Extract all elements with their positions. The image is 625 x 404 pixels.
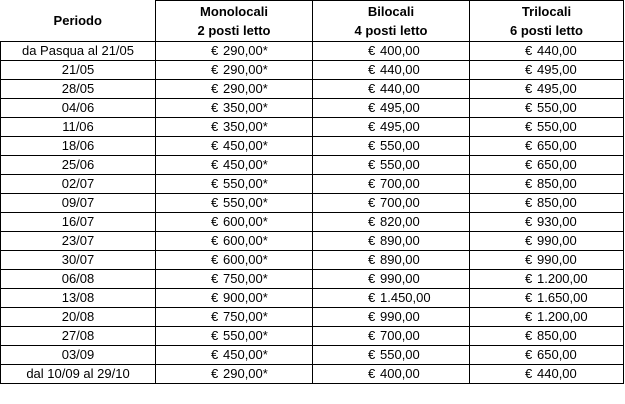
price-cell-trilo xyxy=(470,175,624,194)
column-header-bilocali xyxy=(313,1,470,42)
price-cell-bilo xyxy=(313,194,470,213)
price-amount: 550,00 xyxy=(537,119,577,134)
price-cell-bilo xyxy=(313,213,470,232)
price-amount: 290,00* xyxy=(223,81,268,96)
price-amount: 1.200,00 xyxy=(537,309,588,324)
currency-symbol: € xyxy=(525,233,533,248)
price-amount: 990,00 xyxy=(380,271,420,286)
price-amount: 1.200,00 xyxy=(537,271,588,286)
currency-symbol: € xyxy=(211,100,219,115)
price-amount: 290,00* xyxy=(223,62,268,77)
price-amount: 495,00 xyxy=(380,100,420,115)
currency-symbol: € xyxy=(211,271,219,286)
period-cell: 13/08 xyxy=(1,289,156,308)
price-cell-mono xyxy=(156,270,313,289)
price-amount: 700,00 xyxy=(380,176,420,191)
price-cell-bilo xyxy=(313,80,470,99)
price-amount: 440,00 xyxy=(537,43,577,58)
price-amount: 900,00* xyxy=(223,290,268,305)
currency-symbol: € xyxy=(211,366,219,381)
column-header-name: Trilocali xyxy=(521,4,572,19)
table-row xyxy=(1,137,624,156)
price-amount: 650,00 xyxy=(537,347,577,362)
currency-symbol: € xyxy=(525,195,533,210)
currency-symbol: € xyxy=(525,214,533,229)
price-amount: 290,00* xyxy=(223,43,268,58)
price-amount: 820,00 xyxy=(380,214,420,229)
price-amount: 750,00* xyxy=(223,271,268,286)
price-cell-mono xyxy=(156,232,313,251)
period-cell: 06/08 xyxy=(1,270,156,289)
currency-symbol: € xyxy=(368,62,376,77)
price-amount: 990,00 xyxy=(537,252,577,267)
currency-symbol: € xyxy=(525,81,533,96)
header-row xyxy=(1,1,624,42)
price-amount: 890,00 xyxy=(380,233,420,248)
table-row xyxy=(1,308,624,327)
price-cell-mono xyxy=(156,175,313,194)
period-cell: 16/07 xyxy=(1,213,156,232)
price-amount: 850,00 xyxy=(537,176,577,191)
currency-symbol: € xyxy=(211,214,219,229)
price-cell-trilo xyxy=(470,42,624,61)
period-cell: 25/06 xyxy=(1,156,156,175)
column-header-beds: 2 posti letto xyxy=(197,23,271,38)
price-cell-bilo xyxy=(313,137,470,156)
table-row xyxy=(1,270,624,289)
currency-symbol: € xyxy=(211,119,219,134)
currency-symbol: € xyxy=(211,81,219,96)
price-cell-trilo xyxy=(470,194,624,213)
table-row xyxy=(1,232,624,251)
currency-symbol: € xyxy=(525,138,533,153)
price-amount: 550,00 xyxy=(380,138,420,153)
price-amount: 550,00* xyxy=(223,195,268,210)
price-cell-bilo xyxy=(313,346,470,365)
price-cell-bilo xyxy=(313,156,470,175)
price-amount: 550,00 xyxy=(380,347,420,362)
price-cell-trilo xyxy=(470,289,624,308)
price-cell-trilo xyxy=(470,99,624,118)
price-amount: 550,00* xyxy=(223,328,268,343)
price-cell-bilo xyxy=(313,118,470,137)
currency-symbol: € xyxy=(211,138,219,153)
price-cell-trilo xyxy=(470,118,624,137)
currency-symbol: € xyxy=(211,43,219,58)
currency-symbol: € xyxy=(368,347,376,362)
currency-symbol: € xyxy=(368,309,376,324)
table-row xyxy=(1,346,624,365)
price-cell-mono xyxy=(156,213,313,232)
currency-symbol: € xyxy=(525,328,533,343)
price-cell-mono xyxy=(156,289,313,308)
price-cell-bilo xyxy=(313,270,470,289)
price-amount: 1.650,00 xyxy=(537,290,588,305)
column-header-trilocali xyxy=(470,1,624,42)
column-header-beds: 6 posti letto xyxy=(510,23,583,38)
price-amount: 550,00* xyxy=(223,176,268,191)
price-cell-trilo xyxy=(470,327,624,346)
price-cell-trilo xyxy=(470,80,624,99)
period-cell: 28/05 xyxy=(1,80,156,99)
currency-symbol: € xyxy=(525,290,533,305)
currency-symbol: € xyxy=(211,347,219,362)
price-cell-mono xyxy=(156,327,313,346)
table-row xyxy=(1,118,624,137)
price-amount: 495,00 xyxy=(537,62,577,77)
currency-symbol: € xyxy=(525,309,533,324)
price-cell-mono xyxy=(156,251,313,270)
column-header-name: Monolocali xyxy=(200,4,268,19)
period-cell: 09/07 xyxy=(1,194,156,213)
currency-symbol: € xyxy=(525,366,533,381)
table-row xyxy=(1,61,624,80)
price-cell-trilo xyxy=(470,308,624,327)
currency-symbol: € xyxy=(368,328,376,343)
currency-symbol: € xyxy=(211,176,219,191)
period-cell: da Pasqua al 21/05 xyxy=(1,42,156,61)
currency-symbol: € xyxy=(525,119,533,134)
price-cell-bilo xyxy=(313,42,470,61)
currency-symbol: € xyxy=(368,252,376,267)
price-cell-trilo xyxy=(470,213,624,232)
table-row xyxy=(1,289,624,308)
currency-symbol: € xyxy=(211,309,219,324)
price-amount: 400,00 xyxy=(380,366,420,381)
price-amount: 600,00* xyxy=(223,252,268,267)
currency-symbol: € xyxy=(368,157,376,172)
price-amount: 890,00 xyxy=(380,252,420,267)
period-cell: 02/07 xyxy=(1,175,156,194)
price-amount: 650,00 xyxy=(537,138,577,153)
currency-symbol: € xyxy=(525,271,533,286)
price-amount: 700,00 xyxy=(380,195,420,210)
currency-symbol: € xyxy=(368,176,376,191)
currency-symbol: € xyxy=(525,176,533,191)
currency-symbol: € xyxy=(525,252,533,267)
currency-symbol: € xyxy=(368,138,376,153)
column-header-monolocali xyxy=(156,1,313,42)
price-amount: 850,00 xyxy=(537,195,577,210)
price-cell-bilo xyxy=(313,289,470,308)
period-cell: dal 10/09 al 29/10 xyxy=(1,365,156,384)
column-header-beds: 4 posti letto xyxy=(354,23,428,38)
period-cell: 18/06 xyxy=(1,137,156,156)
table-row xyxy=(1,99,624,118)
currency-symbol: € xyxy=(525,347,533,362)
currency-symbol: € xyxy=(368,195,376,210)
currency-symbol: € xyxy=(525,157,533,172)
period-cell: 30/07 xyxy=(1,251,156,270)
period-cell: 23/07 xyxy=(1,232,156,251)
price-cell-mono xyxy=(156,156,313,175)
currency-symbol: € xyxy=(368,290,376,305)
price-amount: 400,00 xyxy=(380,43,420,58)
currency-symbol: € xyxy=(368,100,376,115)
price-amount: 850,00 xyxy=(537,328,577,343)
price-amount: 550,00 xyxy=(537,100,577,115)
price-rows xyxy=(1,42,624,384)
price-amount: 550,00 xyxy=(380,157,420,172)
period-cell: 04/06 xyxy=(1,99,156,118)
price-cell-mono xyxy=(156,137,313,156)
currency-symbol: € xyxy=(211,157,219,172)
price-amount: 290,00* xyxy=(223,366,268,381)
period-cell: 27/08 xyxy=(1,327,156,346)
price-amount: 450,00* xyxy=(223,138,268,153)
table-row xyxy=(1,213,624,232)
period-cell: 21/05 xyxy=(1,61,156,80)
price-cell-mono xyxy=(156,42,313,61)
price-amount: 990,00 xyxy=(380,309,420,324)
table-row xyxy=(1,42,624,61)
price-cell-trilo xyxy=(470,365,624,384)
currency-symbol: € xyxy=(368,214,376,229)
price-cell-mono xyxy=(156,80,313,99)
currency-symbol: € xyxy=(211,195,219,210)
price-cell-mono xyxy=(156,118,313,137)
price-cell-bilo xyxy=(313,175,470,194)
price-amount: 600,00* xyxy=(223,214,268,229)
price-cell-mono xyxy=(156,346,313,365)
price-cell-bilo xyxy=(313,61,470,80)
price-cell-trilo xyxy=(470,270,624,289)
currency-symbol: € xyxy=(368,366,376,381)
price-cell-bilo xyxy=(313,251,470,270)
currency-symbol: € xyxy=(211,252,219,267)
price-cell-bilo xyxy=(313,99,470,118)
price-amount: 990,00 xyxy=(537,233,577,248)
price-cell-bilo xyxy=(313,365,470,384)
currency-symbol: € xyxy=(211,62,219,77)
price-amount: 440,00 xyxy=(537,366,577,381)
currency-symbol: € xyxy=(211,328,219,343)
price-cell-trilo xyxy=(470,251,624,270)
period-cell: 20/08 xyxy=(1,308,156,327)
table-row xyxy=(1,175,624,194)
period-cell: 11/06 xyxy=(1,118,156,137)
price-cell-mono xyxy=(156,61,313,80)
price-amount: 600,00* xyxy=(223,233,268,248)
price-amount: 450,00* xyxy=(223,157,268,172)
currency-symbol: € xyxy=(211,233,219,248)
table-row xyxy=(1,327,624,346)
currency-symbol: € xyxy=(368,271,376,286)
price-cell-bilo xyxy=(313,308,470,327)
price-amount: 1.450,00 xyxy=(380,290,431,305)
period-header: Periodo xyxy=(1,1,156,42)
price-amount: 450,00* xyxy=(223,347,268,362)
price-cell-trilo xyxy=(470,232,624,251)
price-amount: 440,00 xyxy=(380,62,420,77)
price-amount: 930,00 xyxy=(537,214,577,229)
price-cell-bilo xyxy=(313,232,470,251)
price-cell-trilo xyxy=(470,61,624,80)
price-amount: 750,00* xyxy=(223,309,268,324)
price-cell-trilo xyxy=(470,346,624,365)
price-cell-mono xyxy=(156,194,313,213)
price-cell-trilo xyxy=(470,137,624,156)
price-cell-bilo xyxy=(313,327,470,346)
price-amount: 495,00 xyxy=(537,81,577,96)
price-amount: 495,00 xyxy=(380,119,420,134)
table-row xyxy=(1,80,624,99)
price-cell-mono xyxy=(156,365,313,384)
currency-symbol: € xyxy=(368,233,376,248)
table-row xyxy=(1,365,624,384)
price-amount: 650,00 xyxy=(537,157,577,172)
price-amount: 350,00* xyxy=(223,119,268,134)
currency-symbol: € xyxy=(368,43,376,58)
currency-symbol: € xyxy=(525,62,533,77)
currency-symbol: € xyxy=(368,119,376,134)
price-cell-mono xyxy=(156,308,313,327)
price-cell-mono xyxy=(156,99,313,118)
currency-symbol: € xyxy=(525,43,533,58)
currency-symbol: € xyxy=(211,290,219,305)
price-amount: 350,00* xyxy=(223,100,268,115)
price-amount: 440,00 xyxy=(380,81,420,96)
column-header-name: Bilocali xyxy=(367,4,415,19)
price-amount: 700,00 xyxy=(380,328,420,343)
period-cell: 03/09 xyxy=(1,346,156,365)
table-row xyxy=(1,156,624,175)
price-cell-trilo xyxy=(470,156,624,175)
table-row xyxy=(1,194,624,213)
currency-symbol: € xyxy=(368,81,376,96)
table-row xyxy=(1,251,624,270)
currency-symbol: € xyxy=(525,100,533,115)
